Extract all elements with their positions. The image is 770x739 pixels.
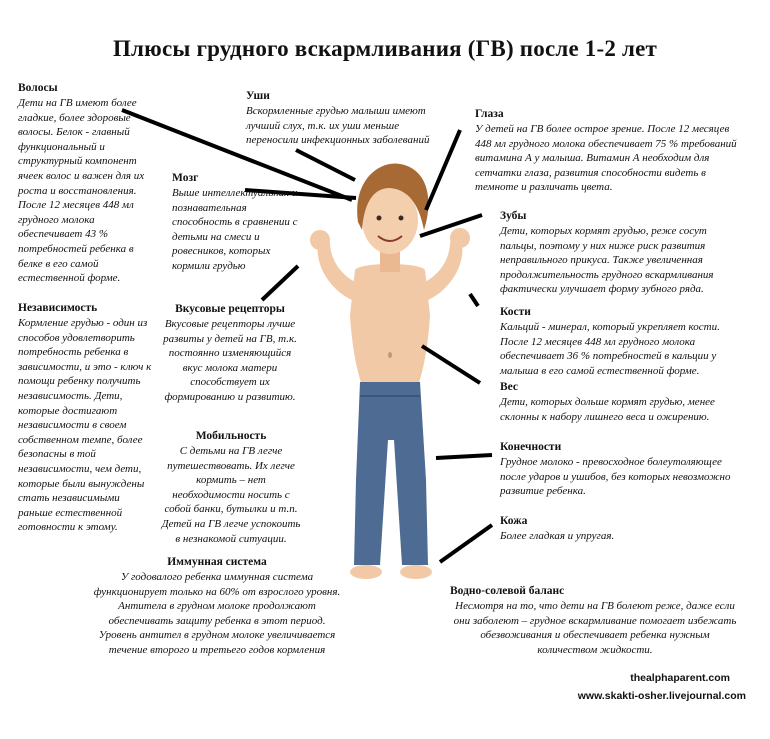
bones-heading: Кости: [500, 306, 531, 318]
section-weight: [500, 381, 740, 424]
credit-thealphaparent[interactable]: thealphaparent.com: [630, 672, 730, 684]
hair-text: Дети на ГВ имеют более гладкие, более здоровые волосы. Белок - главный функциональный и структурный компонент ячеек волос и важен для их роста и восстановления. После 12 месяцев 448 мл грудного молока обеспечивает 43 % потребностей ребенка в белке в его самой естественной форме.: [18, 97, 145, 285]
bones-text: Кальций - минерал, который укрепляет кости. После 12 месяцев 448 мл грудного молока обеспечивает 36 % потребностей в кальции у малыша в его самой естественной форме.: [500, 321, 720, 377]
section-ears: [246, 90, 446, 148]
teeth-heading: Зубы: [500, 210, 527, 222]
section-bones: [500, 306, 740, 378]
section-limbs: [500, 441, 740, 499]
eyes-heading: Глаза: [475, 108, 504, 120]
section-taste: [160, 303, 300, 405]
weight-text: Дети, которых дольше кормят грудью, менее склонны к набору лишнего веса и ожирению.: [500, 396, 715, 423]
immune-text: У годовалого ребенка иммунная система функционирует только на 60% от взрослого уровня. Антитела в грудном молоке продолжают обеспечивать защиту ребенка в этот период. Уровень антител в грудном молоке увеличивается течение второго и третьего годов кормления: [93, 571, 341, 656]
section-teeth: [500, 210, 740, 297]
line-skin: [440, 525, 492, 562]
section-water: [450, 585, 740, 657]
line-weight: [422, 346, 480, 383]
section-immune: [92, 556, 342, 658]
brain-text: Выше интеллектуальная и познавательная способность в сравнении с детьми на смеси и ровесников, которых кормили грудью: [172, 187, 298, 272]
section-eyes: [475, 108, 740, 195]
page-title: Плюсы грудного вскармливания (ГВ) после 1-2 лет: [112, 36, 658, 61]
limbs-heading: Конечности: [500, 441, 562, 453]
line-limbs: [436, 455, 492, 458]
mobility-text: С детьми на ГВ легче путешествовать. Их легче кормить – нет необходимости носить с собой банки, бутылки и т.п. Детей на ГВ легче успокоить в незнакомой ситуации.: [161, 445, 301, 545]
line-ears: [296, 150, 355, 180]
weight-heading: Вес: [500, 381, 519, 393]
immune-heading: Иммунная система: [167, 556, 267, 568]
teeth-text: Дети, которых кормят грудью, реже сосут пальцы, поэтому у них ниже риск развития неправильного прикуса. Также увеличенная продолжительность грудного вскармливания фактически улучшает форму зубного ряда.: [500, 225, 714, 296]
independence-heading: Независимость: [18, 302, 98, 314]
credit-livejournal[interactable]: www.skakti-osher.livejournal.com: [577, 690, 746, 702]
eyes-text: У детей на ГВ более острое зрение. После 12 месяцев 448 мл грудного молока обеспечивает 75 % требований витамина А у малыша. Витамин А необходим для сетчатки глаза, развития способности видеть в темноте и различать цвета.: [475, 123, 737, 194]
ears-text: Вскормленные грудью малыши имеют лучший слух, т.к. их уши меньше переносили инфекционных заболеваний: [246, 105, 430, 147]
mobility-heading: Мобильность: [195, 430, 267, 442]
line-teeth: [420, 215, 482, 236]
section-mobility: [160, 430, 302, 546]
water-heading: Водно-солевой баланс: [450, 585, 565, 597]
taste-text: Вкусовые рецепторы лучше развиты у детей на ГВ, т.к. постоянно изменяющийся вкус молока матери способствует их формированию и развитию.: [163, 318, 297, 403]
taste-heading: Вкусовые рецепторы: [175, 303, 285, 315]
brain-heading: Мозг: [172, 172, 199, 184]
skin-text: Более гладкая и упругая.: [500, 530, 615, 542]
limbs-text: Грудное молоко - превосходное болеутоляющее после ударов и ушибов, без которых невозможно развитие ребенка.: [500, 456, 731, 498]
hair-heading: Волосы: [18, 82, 58, 94]
section-brain: [172, 172, 302, 274]
section-independence: [18, 302, 153, 535]
skin-heading: Кожа: [500, 515, 528, 527]
line-bones: [470, 294, 478, 306]
water-text: Несмотря на то, что дети на ГВ болеют реже, даже если они заболеют – грудное вскармливание помогает избежать обезвоживания и обеспечивает ребенка нужным количеством жидкости.: [453, 600, 737, 656]
independence-text: Кормление грудью - один из способов удовлетворить потребность ребенка в зависимости, и это - ключ к помощи ребенку получить независимость. Дети, которые достигают независимости в своем собственном темпе, более безопасны в той независимости, чем дети, которые были вынуждены стать независимыми раньше естественной готовности к этому.: [18, 317, 152, 534]
section-hair: [18, 82, 160, 286]
section-skin: [500, 515, 740, 544]
ears-heading: Уши: [246, 90, 270, 102]
